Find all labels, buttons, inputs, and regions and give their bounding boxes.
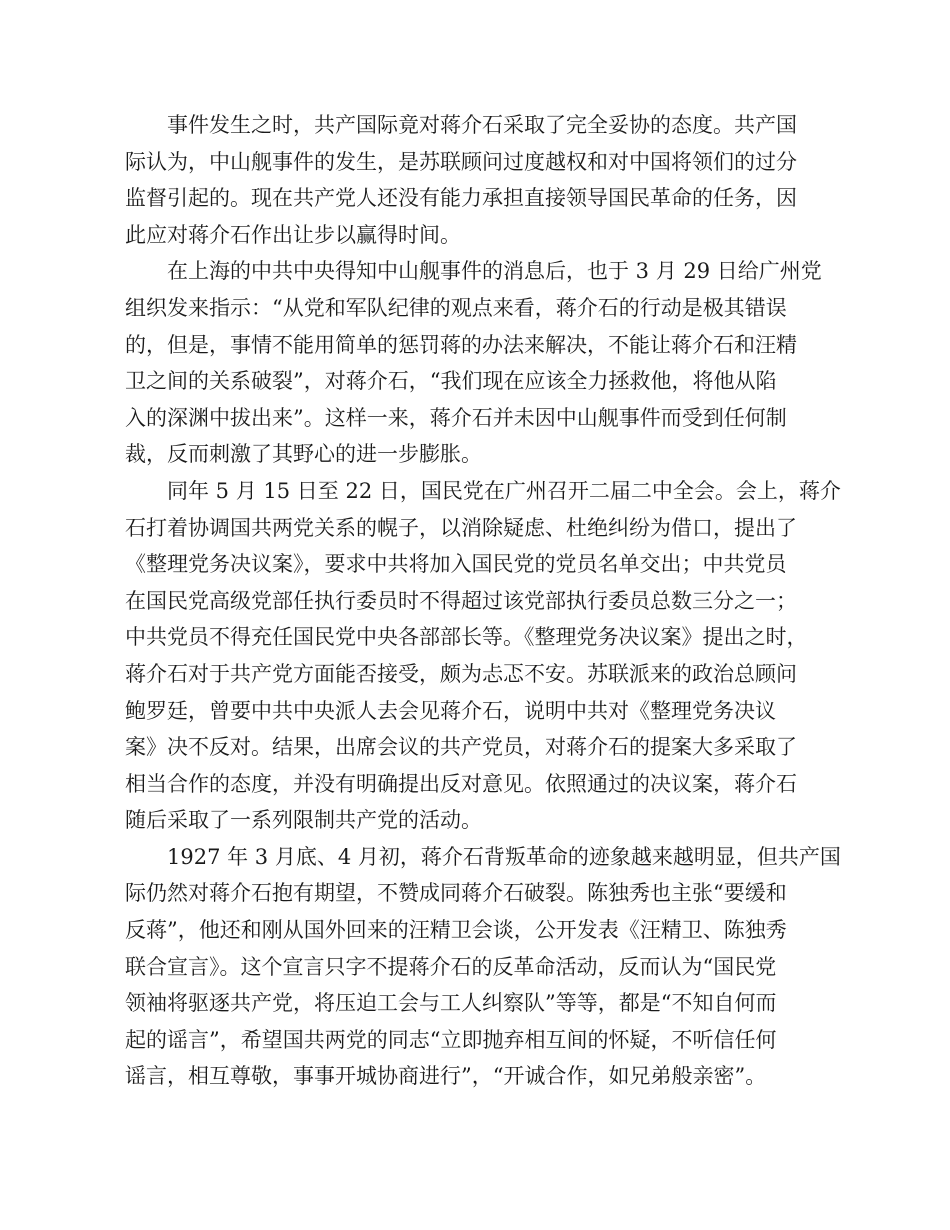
text-line: 在国民党高级党部任执行委员时不得超过该党部执行委员总数三分之一； (125, 588, 797, 613)
text-line: 相当合作的态度，并没有明确提出反对意见。依照通过的决议案，蒋介石 (125, 771, 797, 796)
text-line: 事件发生之时，共产国际竟对蒋介石采取了完全妥协的态度。共产国 (167, 113, 797, 137)
text-line: 际认为，中山舰事件的发生，是苏联顾问过度越权和对中国将领们的过分 (125, 149, 797, 174)
text-line: 案》决不反对。结果，出席会议的共产党员，对蒋介石的提案大多采取了 (125, 735, 797, 760)
text-line: 组织发来指示：“从党和军队纪律的观点来看，蒋介石的行动是极其错误 (125, 295, 787, 320)
text-line: 中共党员不得充任国民党中央各部部长等。《整理党务决议案》提出之时， (125, 625, 808, 650)
paragraph (125, 839, 841, 1095)
text-line: 此应对蒋介石作出让步以赢得时间。 (125, 222, 461, 247)
text-line: 反蒋”，他还和刚从国外回来的汪精卫会谈，公开发表《汪精卫、陈独秀 (125, 918, 787, 943)
text-line: 谣言，相互尊敬，事事开城协商进行”，“开诚合作，如兄弟般亲密”。 (125, 1064, 767, 1089)
text-line: 随后采取了一系列限制共产党的活动。 (125, 808, 482, 833)
text-line: 同年 5 月 15 日至 22 日，国民党在广州召开二届二中全会。会上，蒋介 (167, 478, 841, 503)
text-line: 监督引起的。现在共产党人还没有能力承担直接领导国民革命的任务，因 (125, 186, 797, 211)
paragraph (125, 253, 835, 473)
text-line: 1927 年 3 月底、4 月初，蒋介石背叛革命的迹象越来越明显，但共产国 (167, 844, 841, 869)
text-line: 鲍罗廷，曾要中共中央派人去会见蒋介石，说明中共对《整理党务决议 (125, 698, 776, 723)
document-body (125, 107, 841, 1095)
text-line: 卫之间的关系破裂”，对蒋介石，“我们现在应该全力拯救他，将他从陷 (125, 369, 777, 394)
text-line: 领袖将驱逐共产党，将压迫工会与工人纠察队”等等，都是“不知自何而 (125, 991, 777, 1016)
paragraph (125, 107, 835, 253)
paragraph (125, 473, 841, 839)
text-line: 《整理党务决议案》，要求中共将加入国民党的党员名单交出；中共党员 (125, 552, 787, 577)
text-line: 蒋介石对于共产党方面能否接受，颇为忐忑不安。苏联派来的政治总顾问 (125, 661, 797, 686)
text-line: 裁，反而刺激了其野心的进一步膨胀。 (125, 442, 482, 467)
text-line: 联合宣言》。这个宣言只字不提蒋介石的反革命活动，反而认为“国民党 (125, 954, 777, 979)
text-line: 入的深渊中拔出来”。这样一来，蒋介石并未因中山舰事件而受到任何制 (125, 405, 787, 430)
text-line: 的，但是，事情不能用简单的惩罚蒋的办法来解决，不能让蒋介石和汪精 (125, 332, 797, 357)
text-line: 起的谣言”，希望国共两党的同志“立即抛弃相互间的怀疑，不听信任何 (125, 1027, 777, 1052)
text-line: 石打着协调国共两党关系的幌子，以消除疑虑、杜绝纠纷为借口，提出了 (125, 515, 797, 540)
text-line: 际仍然对蒋介石抱有期望，不赞成同蒋介石破裂。陈独秀也主张“要缓和 (125, 881, 787, 906)
text-line: 在上海的中共中央得知中山舰事件的消息后，也于 3 月 29 日给广州党 (167, 259, 822, 284)
